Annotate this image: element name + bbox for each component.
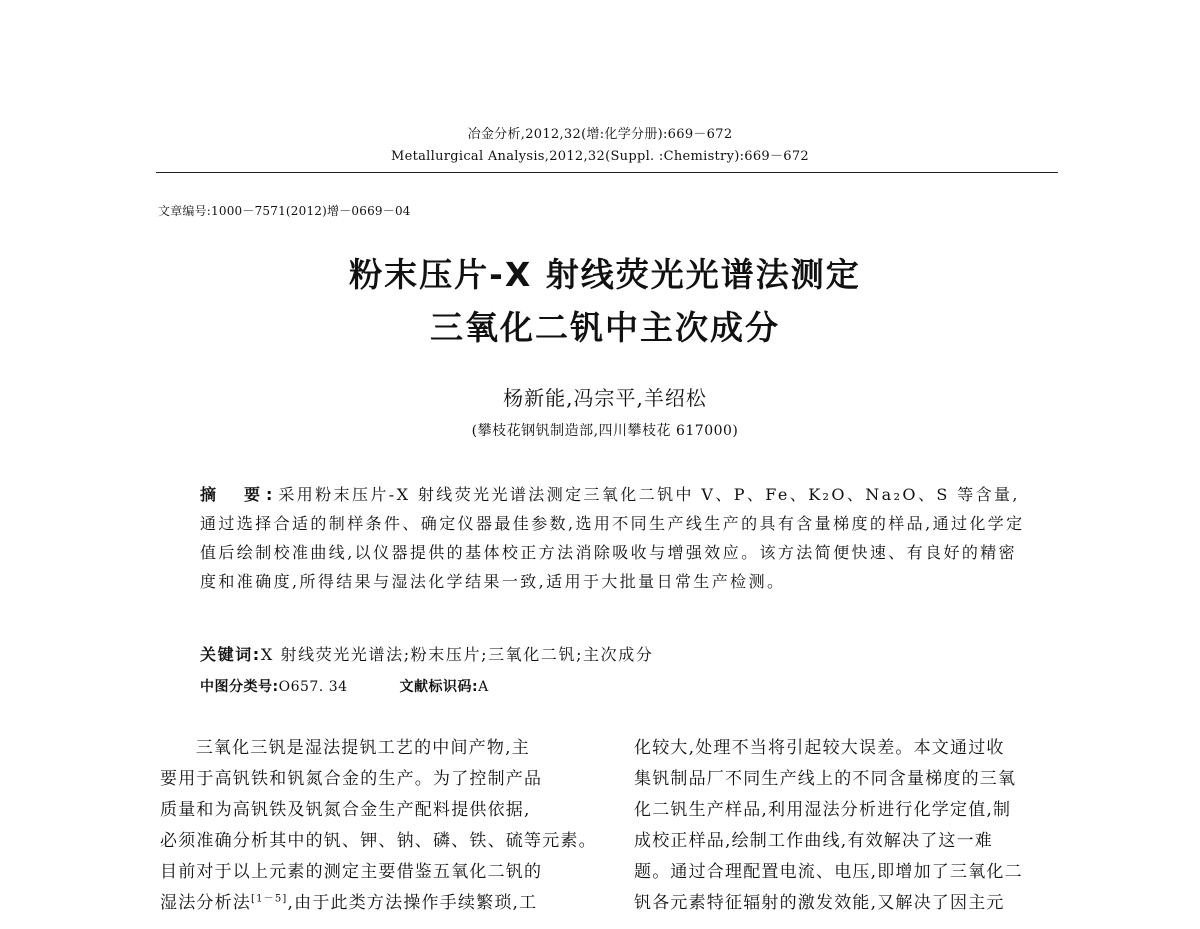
- doc-code-label: 文献标识码:: [399, 679, 479, 695]
- journal-header: [300, 124, 900, 168]
- body-line: 三氧化三钒是湿法提钒工艺的中间产物,主: [195, 738, 530, 758]
- article-number: 文章编号:1000－7571(2012)增－0669－04: [158, 204, 411, 218]
- author-list: 杨新能,冯宗平,羊绍松: [503, 386, 707, 410]
- title-line-1: 粉末压片-X 射线荧光光谱法测定: [349, 255, 861, 294]
- body-line: 成校正样品,绘制工作曲线,有效解决了这一难: [634, 831, 994, 851]
- keywords-text: X 射线荧光光谱法;粉末压片;三氧化二钒;主次成分: [260, 645, 654, 664]
- citation-ref[interactable]: [1－5]: [251, 893, 288, 905]
- abstract: [200, 480, 1030, 596]
- header-divider: [156, 172, 1058, 173]
- body-line: 集钒制品厂不同生产线上的不同含量梯度的三氧: [634, 769, 1017, 789]
- keywords: [200, 642, 1030, 665]
- clc-value: O657. 34: [278, 679, 348, 695]
- body-column-right: [634, 733, 1064, 919]
- body-line: 钒各元素特征辐射的激发效能,又解决了因主元: [634, 893, 1005, 913]
- journal-citation-en: Metallurgical Analysis,2012,32(Suppl. :Chemistry):669－672: [390, 149, 809, 164]
- keywords-label: 关键词:: [200, 645, 261, 664]
- journal-citation-cn: 冶金分析,2012,32(增:化学分册):669－672: [467, 127, 733, 142]
- abstract-text: 采用粉末压片-X 射线荧光光谱法测定三氧化二钒中 V、P、Fe、K₂O、Na₂O、S 等含量,通过选择合适的制样条件、确定仪器最佳参数,选用不同生产线生产的具有含量梯度的样品,通过化学定值后绘制校准曲线,以仪器提供的基体校正方法消除吸收与增强效应。该方法简便快速、有良好的精密度和准确度,所得结果与湿法化学结果一致,适用于大批量日常生产检测。: [200, 485, 1025, 591]
- author-affiliation: (攀枝花钢钒制造部,四川攀枝花 617000): [471, 423, 739, 439]
- body-line: 化较大,处理不当将引起较大误差。本文通过收: [634, 738, 1005, 758]
- body-line: 题。通过合理配置电流、电压,即增加了三氧化二: [634, 862, 1023, 882]
- body-line: 要用于高钒铁和钒氮合金的生产。为了控制产品: [160, 769, 543, 789]
- body-column-left: [160, 733, 597, 919]
- body-text: 湿法分析法: [160, 893, 251, 913]
- abstract-label: 摘 要:: [200, 485, 279, 504]
- body-line: 质量和为高钒铁及钒氮合金生产配料提供依据,: [160, 800, 531, 820]
- clc-label: 中图分类号:: [200, 679, 279, 695]
- body-line: 必须准确分析其中的钒、钾、钠、磷、铁、硫等元素。: [160, 831, 597, 851]
- doc-code-value: A: [478, 679, 489, 695]
- body-line: 目前对于以上元素的测定主要借鉴五氧化二钒的: [160, 862, 543, 882]
- body-text: ,由于此类方法操作手续繁琐,工: [287, 893, 538, 913]
- body-line: 化二钒生产样品,利用湿法分析进行化学定值,制: [634, 800, 1012, 820]
- classification-info: [200, 676, 1030, 696]
- body-line-with-citation: [160, 888, 590, 919]
- title-line-2: 三氧化二钒中主次成分: [430, 308, 780, 347]
- paper-title: [200, 248, 1010, 354]
